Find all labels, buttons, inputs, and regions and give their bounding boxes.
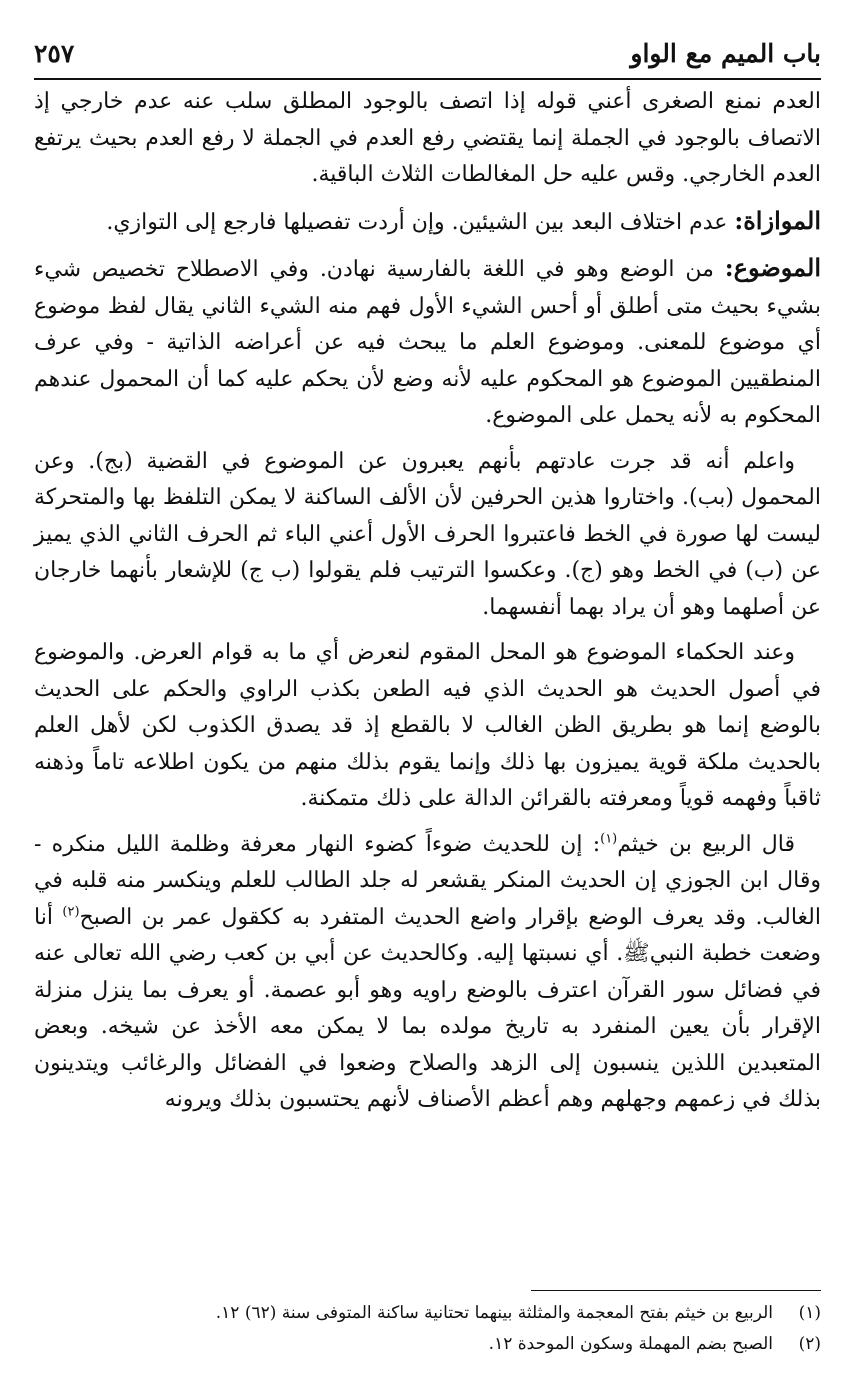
paragraph-text: العدم نمنع الصغرى أعني قوله إذا اتصف بالوجود المطلق سلب عنه عدم خارجي إذ الاتصاف بالوجود في الجملة إنما يقتضي رفع العدم في الجملة لا رفع العدم بحيث يرتفع العدم الخارجي. وقس عليه حل المغالطات الثلاث الباقية. bbox=[34, 89, 821, 187]
page-header bbox=[34, 30, 821, 74]
footnote-text: الصبح بضم المهملة وسكون الموحدة ١٢. bbox=[488, 1334, 773, 1354]
footnote-2 bbox=[34, 1329, 821, 1360]
header-divider bbox=[34, 78, 821, 80]
entry-mawdu bbox=[34, 250, 821, 435]
footnote-ref-1[interactable]: (١) bbox=[600, 831, 618, 847]
footnote-number: (١) bbox=[798, 1303, 821, 1323]
paragraph-text: قال الربيع بن خيثم bbox=[617, 831, 795, 857]
footnotes bbox=[34, 1298, 821, 1360]
paragraph-text: واعلم أنه قد جرت عادتهم بأنهم يعبرون عن الموضوع في القضية (بج). وعن المحمول (بب). واختاروا هذين الحرفين لأن الألف الساكنة لا يمكن التلفظ بها والمتحركة ليست لها صورة في الخط فاعتبروا الحرف الأول أعني الباء ثم الحرف الثاني الذي يميز عن (ب) في الخط وهو (ج). وعكسوا الترتيب فلم يقولوا (ب ج) للإشعار بأنهما خارجان عن أصلهما وهو أن يراد بهما أنفسهما. bbox=[34, 448, 821, 620]
footnote-divider bbox=[531, 1290, 821, 1291]
paragraph-text: وعند الحكماء الموضوع هو المحل المقوم لنعرض أي ما به قوام العرض. والموضوع في أصول الحديث هو الحديث الذي فيه الطعن بكذب الراوي والحكم على الحديث بالوضع إنما هو بطريق الظن الغالب لا بالقطع إذ قد يصدق الكذوب لكن لأهل العلم بالحديث ملكة قوية يميزون بها ذلك وإنما يقوم بذلك منهم من يكون اطلاعه تاماً وذهنه ثاقباً وفهمه قوياً ومعرفته بالقرائن الدالة على ذلك متمكنة. bbox=[34, 640, 821, 811]
footnote-text: الربيع بن خيثم بفتح المعجمة والمثلثة بينهما تحتانية ساكنة المتوفى سنة (٦٢) ١٢. bbox=[215, 1303, 773, 1323]
footnote-ref-2[interactable]: (٢) bbox=[62, 904, 80, 920]
entry-term: الموضوع: bbox=[724, 253, 821, 282]
paragraph-text: : إن للحديث ضوءاً كضوء النهار معرفة وظلمة الليل منكره - وقال ابن الجوزي إن الحديث المنكر يقشعر له جلد الطالب للعلم وينكسر منه قلبه في الغالب. وقد يعرف الوضع بإقرار واضع الحديث المتفرد به ككقول عمر بن الصبح bbox=[34, 831, 821, 930]
footnote-number: (٢) bbox=[798, 1334, 821, 1354]
running-title: باب الميم مع الواو bbox=[630, 39, 821, 68]
entry-definition: من الوضع وهو في اللغة بالفارسية نهادن. وفي الاصطلاح تخصيص شيء بشيء بحيث متى أطلق أو أحس الشيء الأول فهم منه الشيء الثاني يقال لفظ موضوع أي موضوع للمعنى. وموضوع العلم ما يبحث فيه عن أعراضه الذاتية - وفي عرف المنطقيين الموضوع هو المحكوم عليه لأنه وضع لأن يحكم عليه كما أن المحمول عندهم المحكوم به لأنه يحمل على الموضوع. bbox=[34, 257, 821, 428]
page-number: ٢٥٧ bbox=[34, 39, 75, 68]
entry-definition: عدم اختلاف البعد بين الشيئين. وإن أردت تفصيلها فارجع إلى التوازي. bbox=[106, 209, 735, 235]
paragraph-5 bbox=[34, 635, 821, 818]
paragraph-6 bbox=[34, 827, 821, 1119]
paragraph-text: أنا وضعت خطبة النبيﷺ. أي نسبتها إليه. وكالحديث عن أبي بن كعب رضي الله تعالى عنه في فضائل سور القرآن اعترف بالوضع راويه وهو أبو عصمة. أو يعرف بما ينزل منزلة الإقرار بأن يعين المنفرد به تاريخ مولده بما لا يمكن معه الأخذ عن شيخه. وبعض المتعبدين اللذين ينسبون إلى الزهد والصلاح وضعوا في الفضائل والرغائب ويتدينون بذلك في زعمهم وجهلهم وهم أعظم الأصناف لأنهم يحتسبون بذلك ويرونه bbox=[34, 904, 821, 1112]
paragraph-4 bbox=[34, 444, 821, 627]
entry-term: الموازاة: bbox=[734, 205, 821, 235]
page-body bbox=[34, 84, 821, 1128]
paragraph-1 bbox=[34, 84, 821, 194]
footnote-1 bbox=[34, 1298, 821, 1329]
entry-muwazat bbox=[34, 203, 821, 242]
